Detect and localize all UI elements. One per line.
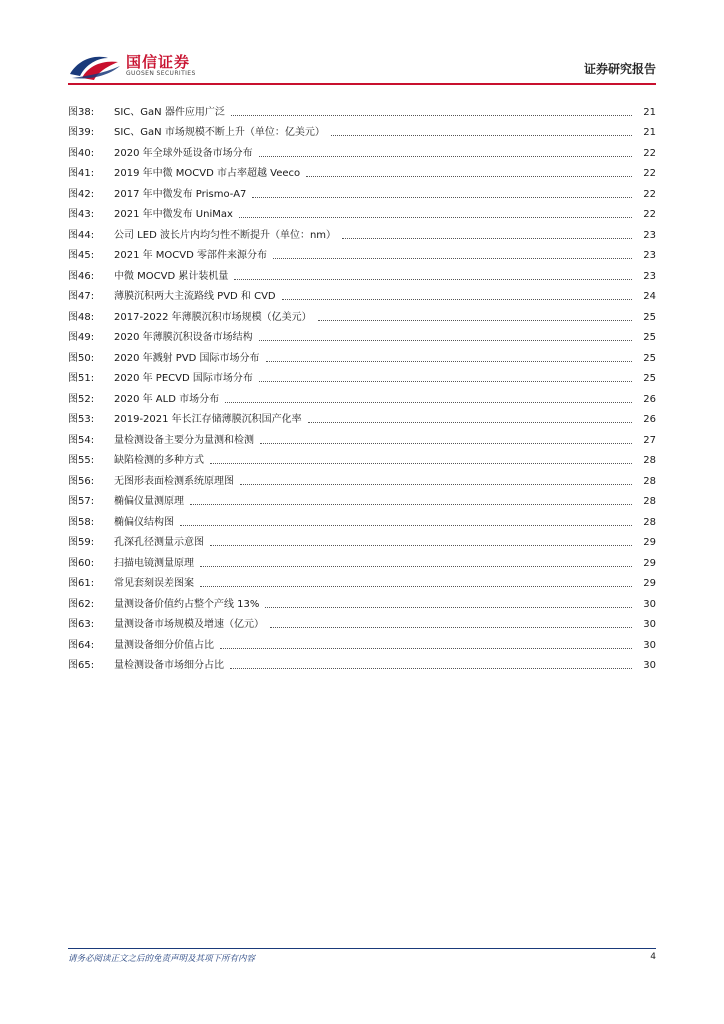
toc-figure-title: 2019 年中微 MOCVD 市占率超越 Veeco [114,168,301,180]
toc-dot-leader [282,299,632,300]
toc-page-number: 25 [643,373,656,385]
toc-page-number: 27 [643,434,656,446]
toc-dot-leader [220,648,632,649]
toc-dot-leader [234,279,632,280]
toc-entry[interactable] [68,430,656,451]
toc-entry[interactable] [68,594,656,615]
toc-entry[interactable] [68,451,656,472]
toc-entry[interactable] [68,492,656,513]
toc-entry[interactable] [68,307,656,328]
toc-entry[interactable] [68,164,656,185]
toc-dot-leader [266,361,632,362]
toc-entry[interactable] [68,266,656,287]
toc-figure-number: 图60: [68,557,95,569]
toc-entry[interactable] [68,369,656,390]
toc-entry[interactable] [68,615,656,636]
toc-dot-leader [231,115,632,116]
toc-dot-leader [240,484,632,485]
toc-dot-leader [210,463,632,464]
toc-figure-number: 图50: [68,352,95,364]
toc-figure-title: 2020 年 PECVD 国际市场分布 [114,373,253,385]
toc-figure-title: SIC、GaN 器件应用广泛 [114,106,225,118]
toc-figure-title: SIC、GaN 市场规模不断上升（单位：亿美元） [114,127,325,139]
toc-dot-leader [259,381,632,382]
toc-figure-title: 扫描电镜测量原理 [114,557,194,569]
toc-dot-leader [306,176,632,177]
toc-figure-number: 图48: [68,311,95,323]
toc-figure-number: 图58: [68,516,95,528]
toc-page-number: 29 [643,578,656,590]
toc-page-number: 21 [643,127,656,139]
toc-figure-number: 图63: [68,619,95,631]
toc-figure-title: 量测设备市场规模及增速（亿元） [114,619,264,631]
toc-figure-title: 缺陷检测的多种方式 [114,455,204,467]
toc-figure-number: 图47: [68,291,95,303]
toc-entry[interactable] [68,123,656,144]
toc-dot-leader [259,156,632,157]
toc-page-number: 22 [643,147,656,159]
toc-page-number: 30 [643,598,656,610]
toc-entry[interactable] [68,574,656,595]
toc-entry[interactable] [68,553,656,574]
toc-page-number: 25 [643,352,656,364]
toc-entry[interactable] [68,533,656,554]
toc-figure-title: 量测设备价值约占整个产线 13% [114,598,260,610]
toc-figure-number: 图44: [68,229,95,241]
toc-dot-leader [252,197,632,198]
toc-dot-leader [260,443,632,444]
toc-figure-title: 无图形表面检测系统原理图 [114,475,234,487]
toc-page-number: 26 [643,414,656,426]
toc-page-number: 23 [643,229,656,241]
toc-page-number: 22 [643,188,656,200]
logo-chinese-name: 国信证券 [126,53,191,71]
toc-figure-number: 图51: [68,373,95,385]
footer-divider [68,948,656,949]
toc-entry[interactable] [68,225,656,246]
page-number: 4 [650,952,656,962]
toc-figure-number: 图54: [68,434,95,446]
toc-entry[interactable] [68,348,656,369]
logo-english-name: GUOSEN SECURITIES [126,70,196,77]
toc-figure-number: 图59: [68,537,95,549]
toc-figure-title: 2020 年全球外延设备市场分布 [114,147,253,159]
toc-dot-leader [318,320,632,321]
toc-page-number: 23 [643,270,656,282]
toc-dot-leader [331,135,632,136]
toc-figure-number: 图64: [68,639,95,651]
toc-dot-leader [180,525,632,526]
toc-figure-number: 图40: [68,147,95,159]
toc-page-number: 29 [643,537,656,549]
toc-figure-number: 图52: [68,393,95,405]
toc-entry[interactable] [68,512,656,533]
toc-page-number: 22 [643,209,656,221]
footer-disclaimer: 请务必阅读正文之后的免责声明及其项下所有内容 [68,954,256,964]
toc-dot-leader [308,422,632,423]
toc-dot-leader [200,566,632,567]
toc-figure-title: 2020 年溅射 PVD 国际市场分布 [114,352,260,364]
toc-figure-number: 图49: [68,332,95,344]
header-divider [68,83,656,85]
toc-page-number: 23 [643,250,656,262]
toc-figure-title: 公司 LED 波长片内均匀性不断提升（单位：nm） [114,229,337,241]
toc-figure-number: 图55: [68,455,95,467]
toc-figure-title: 2021 年 MOCVD 零部件来源分布 [114,250,268,262]
toc-figure-number: 图65: [68,660,95,672]
toc-dot-leader [259,340,632,341]
toc-page-number: 29 [643,557,656,569]
toc-figure-number: 图38: [68,106,95,118]
toc-dot-leader [270,627,632,628]
toc-entry[interactable] [68,205,656,226]
toc-figure-title: 2019-2021 年长江存储薄膜沉积国产化率 [114,414,302,426]
toc-figure-title: 椭偏仪量测原理 [114,496,184,508]
toc-page-number: 28 [643,475,656,487]
toc-figure-title: 2021 年中微发布 UniMax [114,209,233,221]
toc-figure-title: 椭偏仪结构图 [114,516,174,528]
toc-dot-leader [225,402,632,403]
toc-entry[interactable] [68,246,656,267]
toc-figure-title: 中微 MOCVD 累计装机量 [114,270,229,282]
toc-entry[interactable] [68,287,656,308]
toc-figure-title: 孔深孔径测量示意图 [114,537,204,549]
page-header [68,50,656,86]
toc-figure-number: 图61: [68,578,95,590]
toc-figure-title: 常见套刻误差图案 [114,578,194,590]
toc-figure-number: 图62: [68,598,95,610]
toc-page-number: 30 [643,660,656,672]
toc-page-number: 25 [643,332,656,344]
figure-table-of-contents [68,102,656,676]
toc-page-number: 25 [643,311,656,323]
toc-figure-title: 量检测设备主要分为量测和检测 [114,434,254,446]
toc-page-number: 30 [643,639,656,651]
toc-figure-number: 图46: [68,270,95,282]
toc-entry[interactable] [68,656,656,677]
guosen-logo [68,50,208,86]
toc-figure-number: 图43: [68,209,95,221]
toc-page-number: 28 [643,455,656,467]
toc-entry[interactable] [68,471,656,492]
toc-figure-number: 图39: [68,127,95,139]
toc-entry[interactable] [68,635,656,656]
toc-figure-title: 2020 年薄膜沉积设备市场结构 [114,332,253,344]
toc-page-number: 24 [643,291,656,303]
toc-entry[interactable] [68,184,656,205]
toc-page-number: 30 [643,619,656,631]
toc-figure-number: 图41: [68,168,95,180]
toc-dot-leader [265,607,632,608]
toc-dot-leader [230,668,632,669]
toc-dot-leader [190,504,632,505]
toc-page-number: 26 [643,393,656,405]
toc-figure-number: 图57: [68,496,95,508]
toc-dot-leader [342,238,632,239]
toc-entry[interactable] [68,328,656,349]
toc-figure-title: 量检测设备市场细分占比 [114,660,224,672]
toc-entry[interactable] [68,143,656,164]
toc-figure-title: 2020 年 ALD 市场分布 [114,393,220,405]
toc-dot-leader [239,217,632,218]
toc-figure-title: 薄膜沉积两大主流路线 PVD 和 CVD [114,291,276,303]
toc-figure-number: 图42: [68,188,95,200]
toc-figure-number: 图56: [68,475,95,487]
toc-page-number: 21 [643,106,656,118]
toc-page-number: 28 [643,496,656,508]
toc-figure-title: 2017 年中微发布 Prismo-A7 [114,188,247,200]
report-type-label: 证券研究报告 [583,62,656,76]
toc-dot-leader [200,586,632,587]
toc-entry[interactable] [68,410,656,431]
guosen-logo-icon [68,52,122,82]
toc-figure-title: 量测设备细分价值占比 [114,639,214,651]
toc-figure-number: 图53: [68,414,95,426]
toc-page-number: 22 [643,168,656,180]
toc-figure-title: 2017-2022 年薄膜沉积市场规模（亿美元） [114,311,312,323]
toc-page-number: 28 [643,516,656,528]
toc-dot-leader [210,545,632,546]
toc-dot-leader [273,258,632,259]
toc-entry[interactable] [68,389,656,410]
toc-entry[interactable] [68,102,656,123]
toc-figure-number: 图45: [68,250,95,262]
